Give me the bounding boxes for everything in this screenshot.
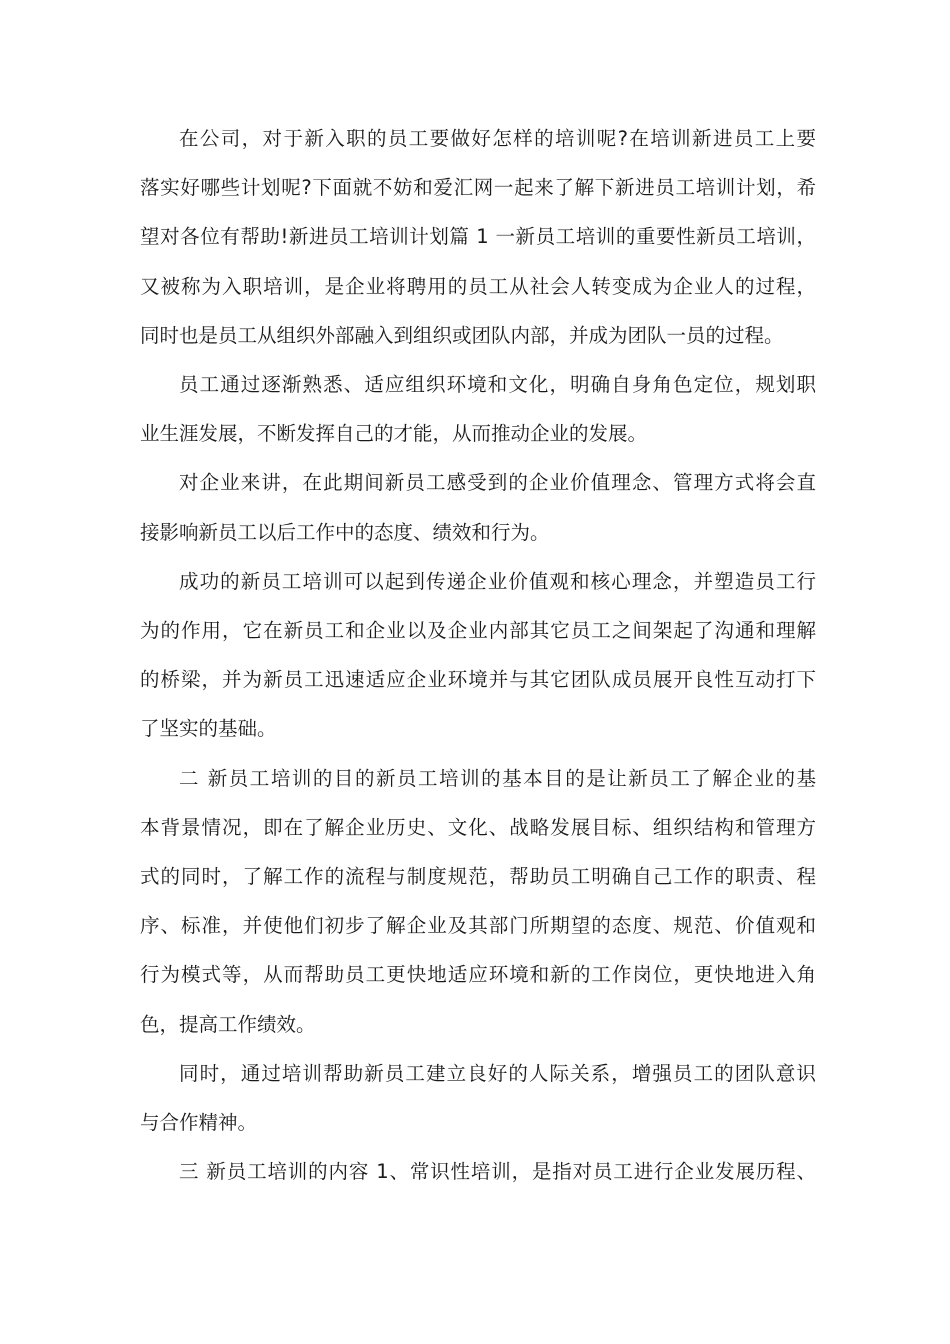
document-body: [140, 114, 816, 1196]
paragraph-line: 的桥梁，并为新员工迅速适应企业环境并与其它团队成员展开良性互动打下: [140, 668, 816, 692]
paragraph-line: 三 新员工培训的内容 1、常识性培训，是指对员工进行企业发展历程、: [179, 1160, 816, 1184]
paragraph-line: 与合作精神。: [140, 1111, 258, 1135]
paragraph-line: 为的作用，它在新员工和企业以及企业内部其它员工之间架起了沟通和理解: [140, 619, 816, 643]
paragraph-line: 落实好哪些计划呢?下面就不妨和爱汇网一起来了解下新进员工培训计划，希: [140, 176, 816, 200]
paragraph-line: 又被称为入职培训，是企业将聘用的员工从社会人转变成为企业人的过程，: [140, 274, 816, 298]
paragraph-4: [140, 557, 816, 754]
paragraph-line: 了坚实的基础。: [140, 717, 277, 741]
paragraph-line: 序、标准，并使他们初步了解企业及其部门所期望的态度、规范、价值观和: [140, 914, 816, 938]
paragraph-6: [140, 1049, 816, 1147]
paragraph-line: 二 新员工培训的目的新员工培训的基本目的是让新员工了解企业的基: [179, 766, 816, 790]
paragraph-line: 业生涯发展，不断发挥自己的才能，从而推动企业的发展。: [140, 422, 648, 446]
paragraph-line: 行为模式等，从而帮助员工更快地适应环境和新的工作岗位，更快地进入角: [140, 963, 816, 987]
paragraph-7: [140, 1147, 816, 1196]
paragraph-line: 对企业来讲，在此期间新员工感受到的企业价值理念、管理方式将会直: [179, 471, 816, 495]
paragraph-line: 色，提高工作绩效。: [140, 1012, 316, 1036]
paragraph-1: [140, 114, 816, 360]
paragraph-line: 在公司，对于新入职的员工要做好怎样的培训呢?在培训新进员工上要: [179, 127, 816, 150]
paragraph-line: 同时，通过培训帮助新员工建立良好的人际关系，增强员工的团队意识: [179, 1061, 816, 1085]
paragraph-3: [140, 458, 816, 556]
paragraph-line: 本背景情况，即在了解企业历史、文化、战略发展目标、组织结构和管理方: [140, 815, 816, 839]
paragraph-line: 望对各位有帮助!新进员工培训计划篇 1 一新员工培训的重要性新员工培训，: [140, 225, 816, 249]
paragraph-line: 式的同时，了解工作的流程与制度规范，帮助员工明确自己工作的职责、程: [140, 865, 816, 889]
paragraph-line: 成功的新员工培训可以起到传递企业价值观和核心理念，并塑造员工行: [179, 569, 816, 593]
paragraph-line: 接影响新员工以后工作中的态度、绩效和行为。: [140, 520, 550, 544]
paragraph-2: [140, 360, 816, 458]
paragraph-line: 同时也是员工从组织外部融入到组织或团队内部，并成为团队一员的过程。: [140, 323, 784, 347]
paragraph-5: [140, 754, 816, 1049]
paragraph-line: 员工通过逐渐熟悉、适应组织环境和文化，明确自身角色定位，规划职: [179, 373, 816, 397]
